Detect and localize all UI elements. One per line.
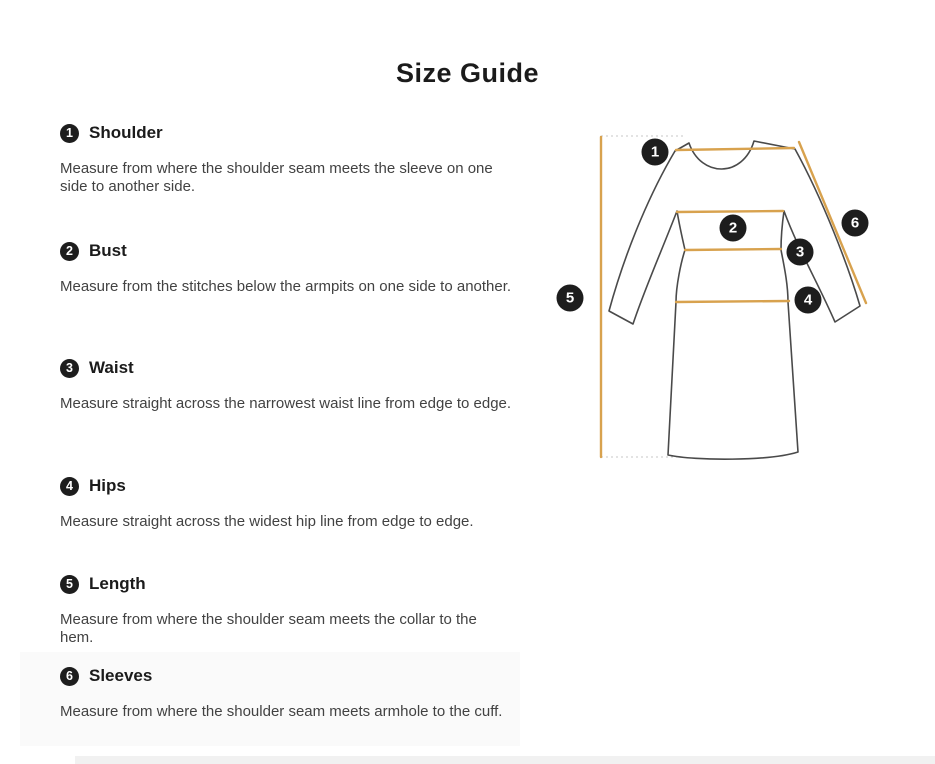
section-heading: [60, 241, 512, 261]
section-heading: [60, 358, 512, 378]
section-label: Length: [89, 574, 146, 593]
section-label: Waist: [89, 358, 134, 377]
section-bust: [60, 241, 512, 296]
marker-badge-1: [642, 139, 669, 166]
section-description: Measure from where the shoulder seam meets the collar to the hem.: [60, 611, 477, 646]
section-label: Sleeves: [89, 666, 153, 685]
marker-number: 3: [795, 243, 805, 261]
section-waist: [60, 358, 512, 413]
section-heading: [60, 476, 512, 496]
marker-badge-3: [787, 239, 814, 266]
section-description: Measure from the stitches below the armpits on one side to another.: [60, 278, 512, 295]
marker-badge-5: [557, 285, 584, 312]
page-title: Size Guide: [395, 58, 540, 89]
marker-number: 6: [850, 214, 860, 232]
marker-number: 4: [803, 291, 813, 309]
bottom-divider-bar: [75, 756, 935, 764]
number-badge: 3: [60, 359, 79, 378]
section-hips: [60, 476, 512, 531]
section-description: Measure from where the shoulder seam meets the sleeve on one side to another side.: [60, 160, 493, 195]
section-description: Measure straight across the narrowest waist line from edge to edge.: [60, 395, 512, 412]
marker-badge-2: [720, 215, 747, 242]
section-label: Bust: [89, 241, 127, 260]
number-badge: 5: [60, 575, 79, 594]
marker-badge-4: [795, 287, 822, 314]
dress-figure: [555, 110, 905, 480]
section-length: [60, 574, 512, 647]
section-description: Measure straight across the widest hip line from edge to edge.: [60, 513, 474, 530]
section-heading: [60, 666, 512, 686]
section-label: Hips: [89, 476, 126, 495]
marker-number: 5: [565, 289, 575, 307]
number-badge: 6: [60, 667, 79, 686]
size-diagram: [555, 110, 905, 480]
measure-line-waist: [685, 249, 781, 250]
marker-number: 1: [650, 143, 660, 161]
section-heading: [60, 574, 512, 594]
section-sleeves: [60, 666, 512, 721]
number-badge: 4: [60, 477, 79, 496]
marker-badge-6: [842, 210, 869, 237]
section-shoulder: [60, 123, 512, 196]
section-description: Measure from where the shoulder seam meets armhole to the cuff.: [60, 703, 503, 720]
number-badge: 2: [60, 242, 79, 261]
number-badge: 1: [60, 124, 79, 143]
marker-number: 2: [728, 219, 738, 237]
section-heading: [60, 123, 512, 143]
section-label: Shoulder: [89, 123, 163, 142]
measure-line-hips: [676, 301, 789, 302]
dress-outline: [609, 141, 860, 459]
measure-line-bust: [677, 211, 783, 212]
